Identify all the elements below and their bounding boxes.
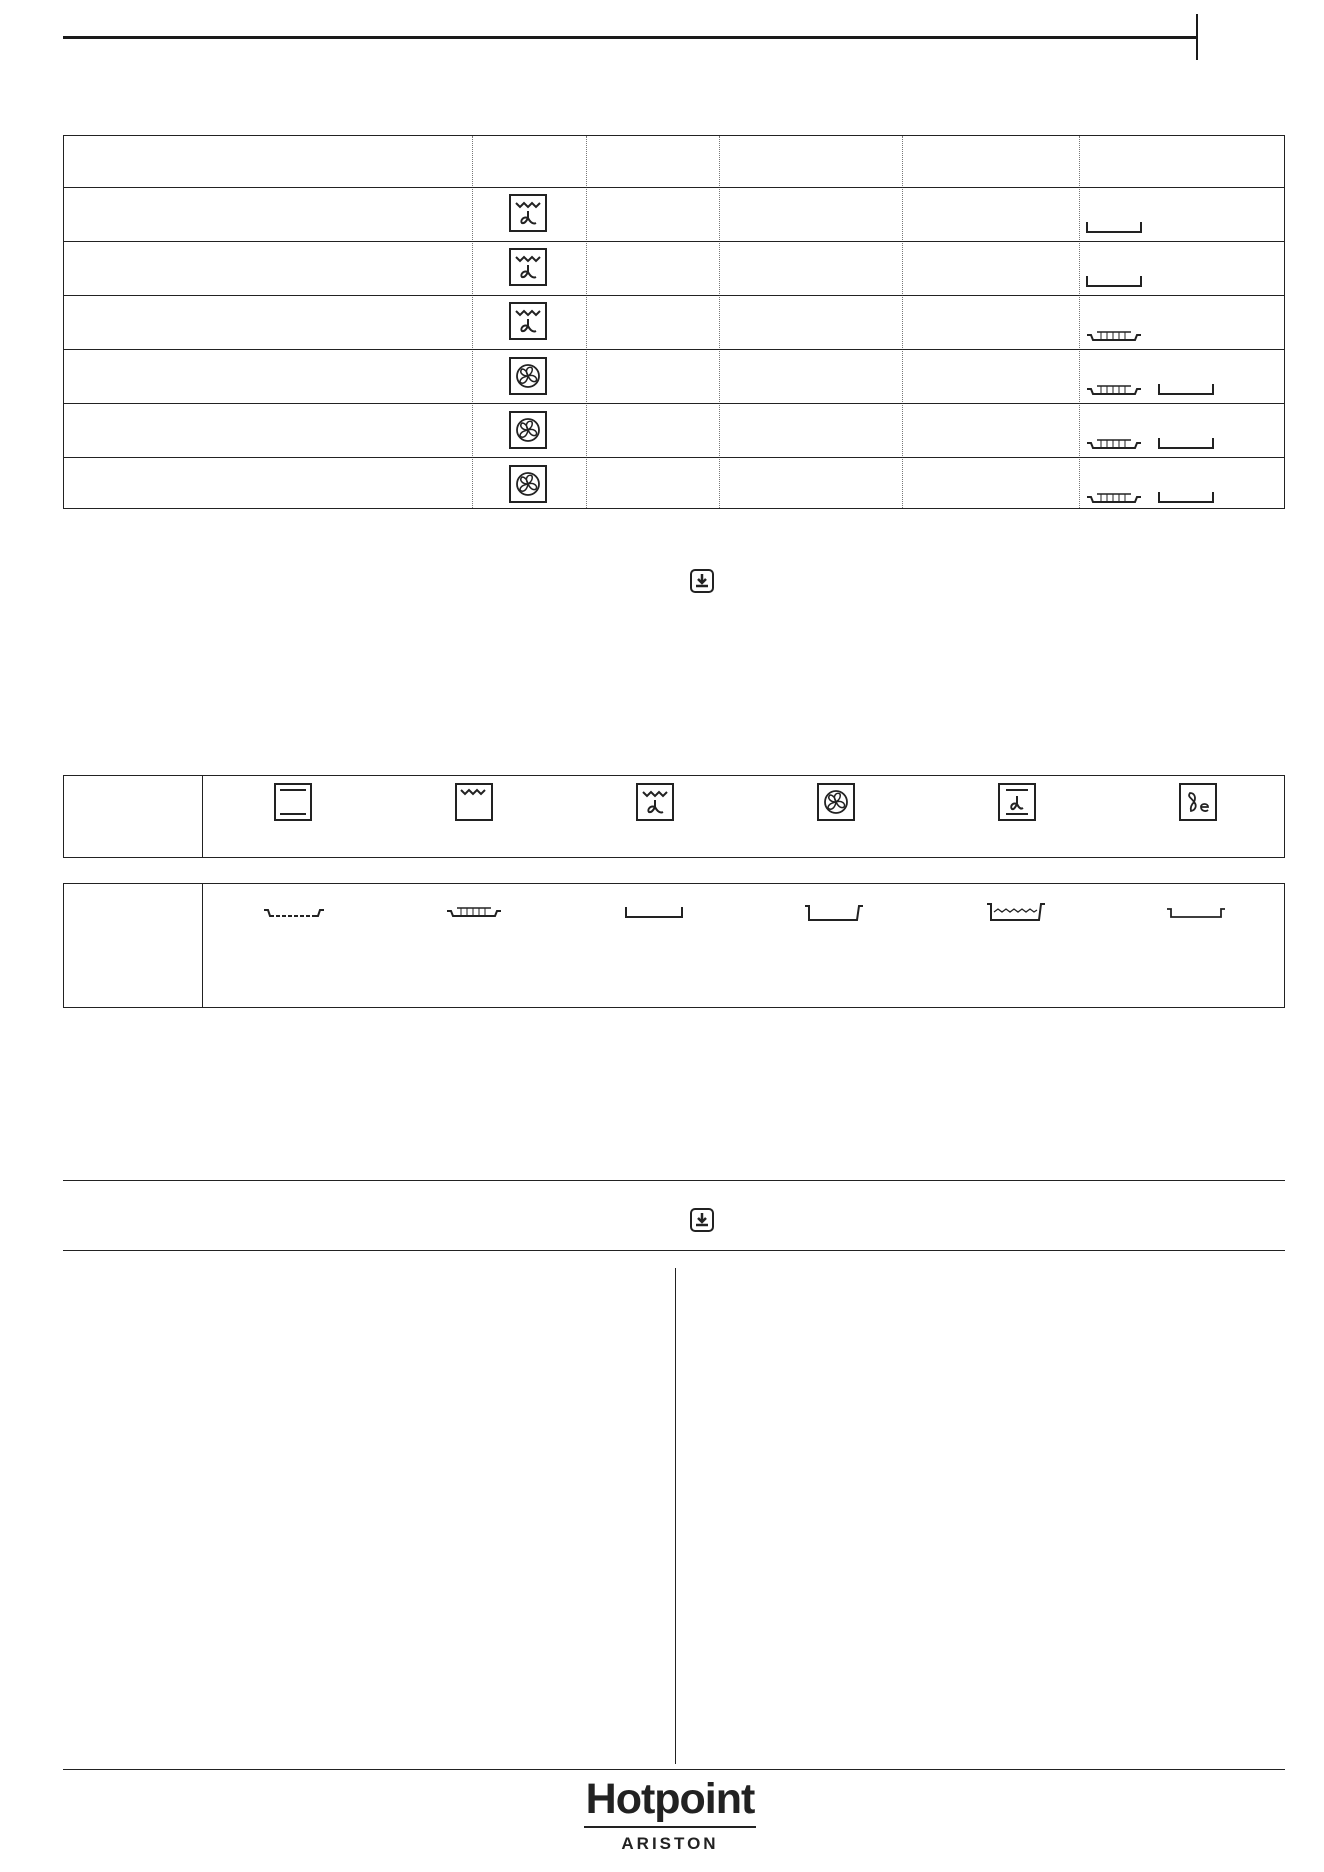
baking-tray-icon (1085, 220, 1143, 234)
brand-subname: ARISTON (621, 1834, 719, 1853)
table-row (64, 295, 1284, 349)
footer-rule (63, 1769, 1285, 1770)
brand-underline (584, 1826, 756, 1828)
table-row (64, 457, 1284, 509)
wire-shelf-tray-icon (445, 904, 503, 918)
section-rule (63, 1180, 1285, 1181)
header-rule (63, 36, 1197, 39)
baking-tray-icon (1157, 382, 1215, 396)
wire-shelf-icon (262, 906, 326, 920)
legend-divider (202, 776, 203, 857)
brand-logo (560, 1776, 780, 1854)
download-icon[interactable] (690, 1208, 714, 1232)
baking-tray-icon (624, 905, 684, 919)
accessory-cell (1085, 378, 1215, 396)
top-heat-fan-icon (509, 248, 547, 286)
wire-shelf-icon (1085, 436, 1143, 450)
conventional-icon (274, 783, 312, 821)
grill-icon (455, 783, 493, 821)
convection-fan-icon (509, 411, 547, 449)
turbo-grill-icon (636, 783, 674, 821)
accessory-cell (1085, 486, 1215, 504)
top-heat-fan-icon (509, 302, 547, 340)
baking-tray-icon (1085, 274, 1143, 288)
cooking-table (63, 135, 1285, 509)
column-separator (675, 1268, 676, 1764)
accessory-cell (1085, 432, 1215, 450)
baking-tray-icon (1157, 436, 1215, 450)
baking-tray-icon (1157, 490, 1215, 504)
convection-fan-icon (509, 357, 547, 395)
drip-tray-icon (803, 904, 865, 922)
wire-shelf-icon (1085, 382, 1143, 396)
table-row (64, 403, 1284, 457)
accessory-cell (1085, 216, 1143, 234)
accessory-cell (1085, 270, 1143, 288)
functions-legend (63, 775, 1285, 858)
table-row (64, 349, 1284, 403)
header-tick (1196, 14, 1198, 60)
table-row (64, 187, 1284, 241)
legend-divider (202, 884, 203, 1007)
convection-fan-icon (509, 465, 547, 503)
cake-tin-icon (1165, 906, 1227, 920)
eco-forced-air-icon (1179, 783, 1217, 821)
wire-shelf-icon (1085, 490, 1143, 504)
download-icon[interactable] (690, 569, 714, 593)
accessories-legend (63, 883, 1285, 1008)
table-row (64, 241, 1284, 295)
drip-tray-water-icon (985, 902, 1047, 922)
section-rule (63, 1250, 1285, 1251)
convection-bake-icon (998, 783, 1036, 821)
brand-name: Hotpoint (585, 1775, 755, 1823)
accessory-cell (1085, 324, 1143, 342)
wire-shelf-icon (1085, 328, 1143, 342)
forced-air-icon (817, 783, 855, 821)
top-heat-fan-icon (509, 194, 547, 232)
